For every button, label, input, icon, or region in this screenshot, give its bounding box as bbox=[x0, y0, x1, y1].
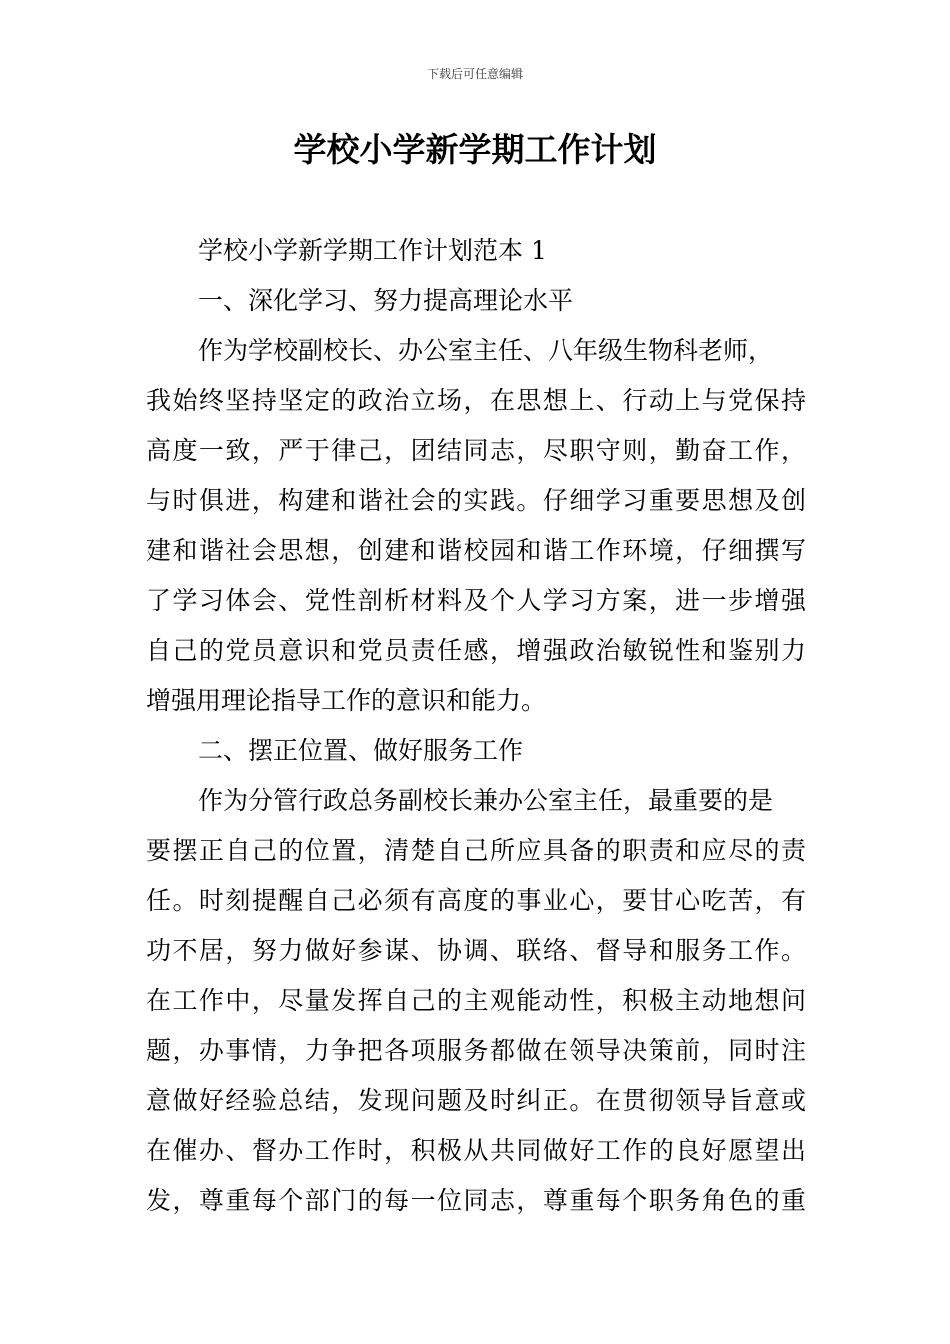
paragraph-line: 学校小学新学期工作计划范本 1 bbox=[198, 236, 547, 265]
paragraph-line: 发，尊重每个部门的每一位同志，尊重每个职务角色的重 bbox=[146, 1186, 806, 1215]
paragraph-line: 自己的党员意识和党员责任感，增强政治敏锐性和鉴别力 bbox=[146, 636, 806, 665]
paragraph-line: 建和谐社会思想，创建和谐校园和谐工作环境，仔细撰写 bbox=[146, 536, 806, 565]
paragraph-line: 我始终坚持坚定的政治立场，在思想上、行动上与党保持 bbox=[146, 386, 806, 415]
paragraph-line: 一、深化学习、努力提高理论水平 bbox=[198, 286, 574, 315]
header-note: 下载后可任意编辑 bbox=[426, 67, 523, 81]
paragraph-line: 二、摆正位置、做好服务工作 bbox=[198, 736, 524, 765]
paragraph-line: 高度一致，严于律己，团结同志，尽职守则，勤奋工作， bbox=[146, 436, 806, 465]
paragraph-line: 任。时刻提醒自己必须有高度的事业心，要甘心吃苦，有 bbox=[146, 886, 806, 915]
paragraph-line: 增强用理论指导工作的意识和能力。 bbox=[146, 686, 547, 715]
paragraph-line: 作为分管行政总务副校长兼办公室主任，最重要的是 bbox=[198, 786, 774, 815]
paragraph-line: 要摆正自己的位置，清楚自己所应具备的职责和应尽的责 bbox=[146, 836, 806, 865]
paragraph-line: 功不居，努力做好参谋、协调、联络、督导和服务工作。 bbox=[146, 936, 806, 965]
paragraph-line: 在工作中，尽量发挥自己的主观能动性，积极主动地想问 bbox=[146, 986, 806, 1015]
paragraph-line: 作为学校副校长、办公室主任、八年级生物科老师， bbox=[198, 336, 774, 365]
document-body bbox=[146, 226, 806, 1226]
paragraph-line: 题，办事情，力争把各项服务都做在领导决策前，同时注 bbox=[146, 1036, 806, 1065]
paragraph-line: 在催办、督办工作时，积极从共同做好工作的良好愿望出 bbox=[146, 1136, 806, 1165]
paragraph-line: 意做好经验总结，发现问题及时纠正。在贯彻领导旨意或 bbox=[146, 1086, 806, 1115]
paragraph-line: 与时俱进，构建和谐社会的实践。仔细学习重要思想及创 bbox=[146, 486, 806, 515]
document-title: 学校小学新学期工作计划 bbox=[293, 130, 657, 169]
paragraph-line: 了学习体会、党性剖析材料及个人学习方案，进一步增强 bbox=[146, 586, 806, 615]
